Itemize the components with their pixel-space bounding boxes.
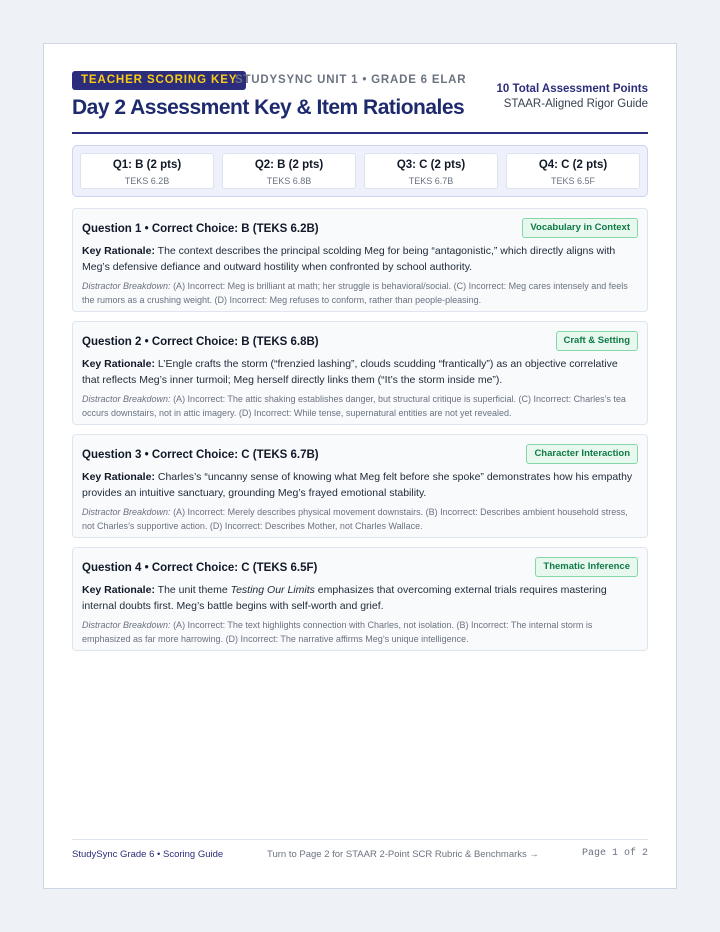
distractor-text: (A) Incorrect: Merely describes physical movement downstairs. (B) Incorrect: Describes ambient household stress, not Charles’s supportive action. (D) Incorrect: Describes Mother, not Charles Wallace.	[82, 507, 628, 531]
key-rationale-label: Key Rationale:	[82, 471, 155, 483]
key-rationale	[82, 356, 638, 388]
question-card-2	[72, 321, 648, 425]
rigor-guide: STAAR-Aligned Rigor Guide	[503, 98, 648, 110]
summary-card-q4	[506, 153, 640, 189]
skill-tag: Vocabulary in Context	[522, 218, 638, 238]
summary-teks: TEKS 6.2B	[124, 176, 170, 186]
distractor-text: (A) Incorrect: The attic shaking establishes danger, but structural critique is superficial. (C) Incorrect: Charles’s tea occurs downstairs, not in attic imagery. (D) Incorrect: While tense, supernatural entities are not yet revealed.	[82, 394, 626, 418]
summary-teks: TEKS 6.8B	[266, 176, 312, 186]
rationale-text-start: The unit theme	[157, 584, 228, 596]
rationale-text: Charles’s “uncanny sense of knowing what Meg felt before she spoke” demonstrates how his empathy provides an intuitive sanctuary, grounding Meg’s frayed emotional stability.	[82, 471, 633, 499]
question-card-3	[72, 434, 648, 538]
distractor-breakdown	[82, 505, 638, 533]
key-rationale-label: Key Rationale:	[82, 245, 155, 257]
question-title: Question 3 • Correct Choice: C (TEKS 6.7B)	[82, 449, 319, 461]
question-card-1	[72, 208, 648, 312]
distractor-label: Distractor Breakdown:	[82, 281, 171, 291]
footer-guide-name: StudySync Grade 6 • Scoring Guide	[72, 849, 224, 860]
footer-divider	[72, 839, 648, 840]
key-rationale-label: Key Rationale:	[82, 584, 155, 596]
key-rationale	[82, 469, 638, 501]
rationale-text: L’Engle crafts the storm (“frenzied lashing”, clouds scudding “frantically”) as an objective correlative that reflects Meg’s inner turmoil; Meg herself directly links them (“It’s the storm inside me”).	[82, 358, 618, 386]
page-header	[72, 71, 648, 133]
unit-theme-title: Testing Our Limits	[230, 584, 315, 596]
rationale-text-end: emphasizes that overcoming external trials requires mastering internal doubts first. Meg’s battle begins with self-worth and grief.	[82, 584, 607, 612]
question-title: Question 2 • Correct Choice: B (TEKS 6.8B)	[82, 336, 319, 348]
distractor-breakdown	[82, 392, 638, 420]
skill-tag: Character Interaction	[526, 444, 638, 464]
question-title: Question 1 • Correct Choice: B (TEKS 6.2B)	[82, 223, 319, 235]
summary-teks: TEKS 6.7B	[408, 176, 454, 186]
skill-tag: Craft & Setting	[556, 331, 639, 351]
skill-tag: Thematic Inference	[535, 557, 638, 577]
distractor-label: Distractor Breakdown:	[82, 394, 171, 404]
distractor-text: (A) Incorrect: The text highlights connection with Charles, not isolation. (B) Incorrect: The internal storm is emphasized as far more harrowing. (D) Incorrect: The narrative affirms Meg’s unique intelligence.	[82, 620, 593, 644]
distractor-breakdown	[82, 618, 638, 646]
summary-answer: Q1: B (2 pts)	[112, 159, 182, 171]
distractor-breakdown	[82, 279, 638, 307]
footer-next-page-note: Turn to Page 2 for STAAR 2-Point SCR Rubric & Benchmarks →	[267, 849, 539, 860]
key-rationale	[82, 243, 638, 275]
key-rationale-label: Key Rationale:	[82, 358, 155, 370]
unit-label: STUDYSYNC UNIT 1 • GRADE 6 ELAR	[235, 74, 467, 86]
key-rationale	[82, 582, 638, 614]
summary-answer: Q4: C (2 pts)	[538, 159, 608, 171]
summary-teks: TEKS 6.5F	[550, 176, 595, 186]
summary-answer: Q3: C (2 pts)	[396, 159, 466, 171]
summary-card-q1	[80, 153, 214, 189]
summary-answer: Q2: B (2 pts)	[254, 159, 324, 171]
distractor-label: Distractor Breakdown:	[82, 507, 171, 517]
header-divider	[72, 132, 648, 134]
distractor-text: (A) Incorrect: Meg is brilliant at math; her struggle is behavioral/social. (C) Incorrect: Meg cares intensely and feels the rumors as a crushing weight. (D) Incorrect: Meg refuses to conform, rather than people-pleasing.	[82, 281, 628, 305]
teacher-key-badge: TEACHER SCORING KEY	[72, 71, 246, 90]
rationale-text: The context describes the principal scolding Meg for being “antagonistic,” which directly aligns with Meg’s defensive defiance and outward hostility when confronted by school authority.	[82, 245, 616, 273]
question-card-4	[72, 547, 648, 651]
answer-summary	[72, 145, 648, 197]
total-points: 10 Total Assessment Points	[496, 83, 648, 95]
distractor-label: Distractor Breakdown:	[82, 620, 171, 630]
document-page	[43, 43, 677, 889]
summary-card-q3	[364, 153, 498, 189]
summary-card-q2	[222, 153, 356, 189]
page-title: Day 2 Assessment Key & Item Rationales	[72, 96, 465, 119]
question-title: Question 4 • Correct Choice: C (TEKS 6.5F)	[82, 562, 318, 574]
page-number: Page 1 of 2	[581, 848, 648, 859]
